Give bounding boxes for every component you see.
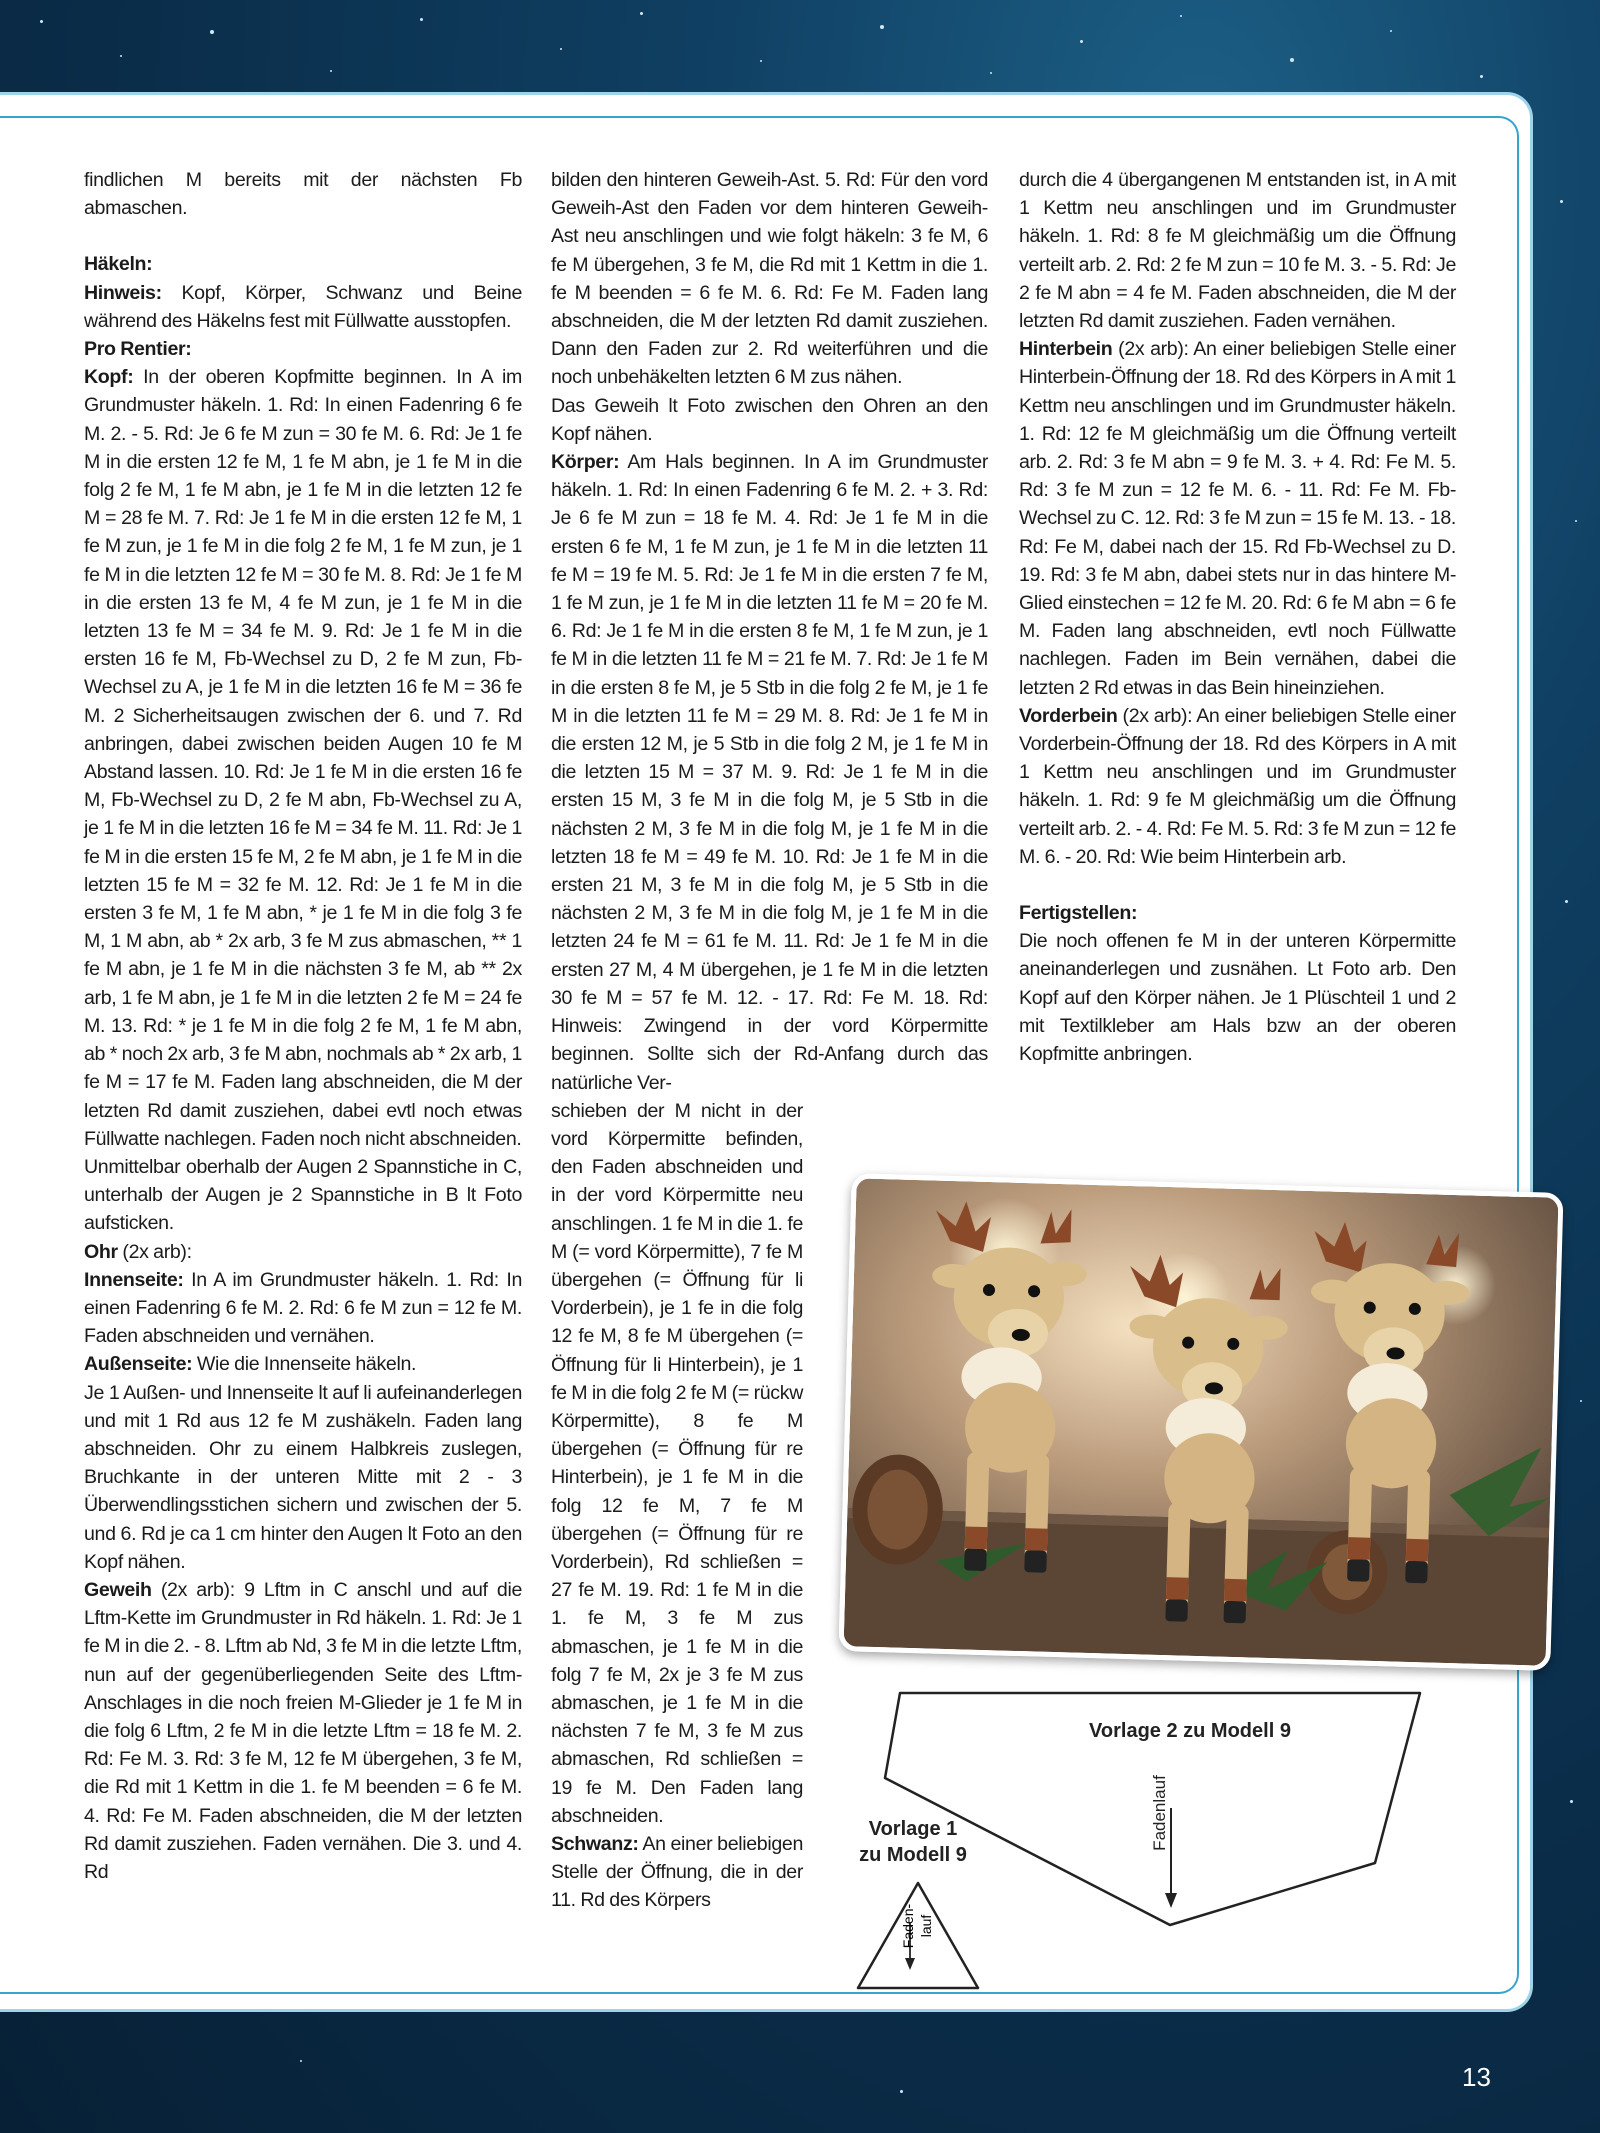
ohr-finish-text: Je 1 Außen- und Innenseite lt auf li aufeinanderlegen und mit 1 Rd aus 12 fe M zushäkeln. Faden lang abschneiden. Ohr zu einem Halbkreis zuslegen, Bruchkante in der unteren Mitte mit 2 - 3 Überwendlingsstichen sichern und zwischen der 5. und 6. Rd je ca 1 cm hinter den Augen lt Foto an den Kopf nähen. [84,1381,522,1573]
vorderbein-label: Vorderbein [1019,704,1118,727]
koerper-text: Am Hals beginnen. In A im Grundmuster häkeln. 1. Rd: In einen Fadenring 6 fe M. 2. + 3. Rd: Je 6 fe M zun = 18 fe M. 4. Rd: Je 1 fe M in die ersten 6 fe M, 1 fe M zun, je 1 fe M in die letzten 11 fe M = 19 fe M. 5. Rd: Je 1 fe M in die ersten 7 fe M, 1 fe M zun, je 1 fe M in die letzten 11 fe M = 20 fe M. 6. Rd: Je 1 fe M in die ersten 8 fe M, 1 fe M zun, je 1 fe M in die letzten 11 fe M = 21 fe M. 7. Rd: Je 1 fe M in die ersten 8 fe M, je 5 Stb in die folg 2 fe M, je 1 fe M in die letzten 11 fe M = 29 M. 8. Rd: Je 1 fe M in die ersten 12 M, je 5 Stb in die folg 2 M, je 1 fe M in die letzten 15 M = 37 M. 9. Rd: Je 1 fe M in die ersten 15 M, 3 fe M in die folg M, je 5 Stb in die nächsten 2 M, 3 fe M in die folg M, je 1 fe M in die letzten 18 fe M = 49 fe M. 10. Rd: Je 1 fe M in die ersten 21 M, 3 fe M in die folg M, je 5 Stb in die nächsten 2 M, 3 fe M in die folg M, je 1 fe M in die letzten 24 fe M = 61 fe M. 11. Rd: Je 1 fe M in die ersten 27 M, 4 M übergehen, je 1 fe M in die letzten 30 fe M = 57 fe M. 12. - 17. Rd: Fe M. 18. Rd: Hinweis: Zwingend in der vord Körpermitte beginnen. Sollte sich der Rd-Anfang durch das natürliche Ver- [551,451,988,1094]
template-1-grain-line1: Faden- [900,1903,916,1949]
template-2-title: Vorlage 2 zu Modell 9 [1089,1720,1291,1742]
kopf-label: Kopf: [84,366,134,389]
hinterbein-text: (2x arb): An einer beliebigen Stelle einer Hinterbein-Öffnung der 18. Rd des Körpers in A mit 1 Kettm neu anschlingen und im Grundmuster häkeln. 1. Rd: 12 fe M gleichmäßig um die Öffnung verteilt arb. 2. Rd: 3 fe M abn = 9 fe M. 3. + 4. Rd: Fe M. 5. Rd: 3 fe M zun = 12 fe M. 6. - 11. Rd: Fe M. Fb-Wechsel zu C. 12. Rd: 3 fe M zun = 15 fe M. 13. - 18. Rd: Fe M, dabei nach der 15. Rd Fb-Wechsel zu D. 19. Rd: 3 fe M abn, dabei stets nur in das hintere M-Glied einstechen = 12 fe M. 20. Rd: 6 fe M abn = 6 fe M. Faden lang abschneiden, evtl noch Füllwatte nachlegen. Faden im Bein vernähen, dabei die letzten 2 Rd etwas in das Bein hineinziehen. [1019,338,1456,699]
geweih-text: (2x arb): 9 Lftm in C anschl und auf die Lftm-Kette im Grundmuster in Rd häkeln. 1. Rd: Je 1 fe M in die 2. - 8. Lftm ab Nd, 3 fe M in die letzte Lftm, nun auf der gegenüberliegenden Seite des Lftm-Anschlages in die noch freien M-Glieder je 1 fe M in die folg 6 Lftm, 2 fe M in die letzte Lftm = 18 fe M. 2. Rd: Fe M. 3. Rd: 3 fe M, 12 fe M übergehen, 3 fe M, die Rd mit 1 Kettm in die 1. fe M beenden = 6 fe M. 4. Rd: Fe M. Faden abschneiden, die M der letzten Rd damit zusziehen. Faden vernähen. Die 3. und 4. Rd [84,1578,522,1883]
reindeer-photo [838,1173,1563,1671]
fertigstellen-text: Die noch offenen fe M in der unteren Körpermitte aneinanderlegen und zusnähen. Lt Foto arb. Den Kopf auf den Körper nähen. Je 1 Plüschteil 1 und 2 mit Textilkleber am Hals bzw an der oberen Kopfmitte anbringen. [1019,930,1456,1066]
innenseite-label: Innenseite: [84,1268,184,1291]
geweih-cont-text: bilden den hinteren Geweih-Ast. 5. Rd: Für den vord Geweih-Ast den Faden vor dem hinteren Geweih-Ast neu anschlingen und wie folgt häkeln: 3 fe M, 6 fe M übergehen, 3 fe M, die Rd mit 1 Kettm in die 1. fe M beenden = 6 fe M. 6. Rd: Fe M. Faden lang abschneiden, die M der letzten Rd damit zusziehen. Dann den Faden zur 2. Rd weiterführen und die noch unbehäkelten letzten 6 M zus nähen. [551,169,988,389]
geweih-label: Geweih [84,1578,152,1601]
hinterbein-label: Hinterbein [1019,338,1113,361]
template-1-title-line2: zu Modell 9 [859,1844,967,1866]
template-1-grain-line2: lauf [918,1914,934,1938]
intro-text: findlichen M bereits mit der nächsten Fb abmaschen. [84,169,522,220]
template-2-grainline: Fadenlauf [1150,1775,1169,1851]
template-1-title-line1: Vorlage 1 [868,1818,958,1840]
koerper-narrow-text: schieben der M nicht in der vord Körpermitte befinden, den Faden abschneiden und in der vord Körpermitte neu anschlingen. 1 fe M in die 1. fe M (= vord Körpermitte), 7 fe M übergehen (= Öffnung für li Vorderbein), je 1 fe in die folg 12 fe M, 8 fe M übergehen (= Öffnung für li Hinterbein), je 1 fe M in die folg 2 fe M (= rückw Körpermitte), 8 fe M übergehen (= Öffnung für re Hinterbein), je 1 fe M in die folg 12 fe M, 7 fe M übergehen (= Öffnung für re Vorderbein), Rd schließen = 27 fe M. 19. Rd: 1 fe M in die 1. fe M, 3 fe M zus abmaschen, je 1 fe M in die folg 7 fe M, 2x je 3 fe M zus abmaschen, je 1 fe M in die nächsten 7 fe M, 3 fe M zus abmaschen, Rd schließen = 19 fe M. Den Faden lang abschneiden. [551,1099,803,1827]
koerper-label: Körper: [551,451,620,474]
augen-text: Unmittelbar oberhalb der Augen 2 Spannstiche in C, unterhalb der Augen je 2 Spannstiche in B lt Foto aufsticken. [84,1155,522,1235]
page-number: 13 [1462,2062,1491,2092]
kopf-text: In der oberen Kopfmitte beginnen. In A im Grundmuster häkeln. 1. Rd: In einen Fadenring 6 fe M. 2. - 5. Rd: Je 6 fe M zun = 30 fe M. 6. Rd: Je 1 fe M in die ersten 12 fe M, 1 fe M abn, je 1 fe M in die folg 2 fe M, 1 fe M abn, je 1 fe M in die letzten 12 fe M = 28 fe M. 7. Rd: Je 1 fe M in die ersten 12 fe M, 1 fe M zun, je 1 fe M in die folg 2 fe M, 1 fe M zun, je 1 fe M in die letzten 12 fe M = 30 fe M. 8. Rd: Je 1 fe M in die ersten 13 fe M, 4 fe M zun, je 1 fe M in die letzten 13 fe M = 34 fe M. 9. Rd: Je 1 fe M in die ersten 16 fe M, Fb-Wechsel zu D, 2 fe M zun, Fb-Wechsel zu A, je 1 fe M in die letzten 16 fe M = 36 fe M. 2 Sicherheitsaugen zwischen der 6. und 7. Rd anbringen, dabei zwischen beiden Augen 10 fe M Abstand lassen. 10. Rd: Je 1 fe M in die ersten 16 fe M, Fb-Wechsel zu D, 2 fe M abn, Fb-Wechsel zu A, je 1 fe M in die letzten 16 fe M = 34 fe M. 11. Rd: Je 1 fe M in die ersten 15 fe M, 2 fe M abn, je 1 fe M in die letzten 15 fe M = 32 fe M. 12. Rd: Je 1 fe M in die ersten 3 fe M, 1 fe M abn, * je 1 fe M in die folg 3 fe M, 1 M abn, ab * 2x arb, 3 fe M zus abmaschen, ** 1 fe M abn, je 1 fe M in die nächsten 3 fe M, ab ** 2x arb, 1 fe M abn, je 1 fe M in die letzten 2 fe M = 24 fe M. 13. Rd: * je 1 fe M in die folg 2 fe M, 1 fe M abn, ab * noch 2x arb, 3 fe M abn, nochmals ab * 2x arb, 1 fe M = 17 fe M. Faden lang abschneiden, die M der letzten Rd damit zusziehen, dabei evtl noch etwas Füllwatte nachlegen. Faden noch nicht abschneiden. [84,366,522,1150]
heading-fertigstellen: Fertigstellen: [1019,902,1138,925]
heading-haekeln: Häkeln: [84,253,153,276]
column-3 [1019,166,1456,1068]
geweih-attach-text: Das Geweih lt Foto zwischen den Ohren an den Kopf nähen. [551,394,988,445]
ohr-label: Ohr [84,1240,118,1263]
schwanz-text: An einer beliebigen Stelle der Öffnung, die in der 11. Rd des Körpers [551,1832,803,1912]
vorderbein-text: (2x arb): An einer beliebigen Stelle einer Vorderbein-Öffnung der 18. Rd des Körpers in A mit 1 Kettm neu anschlingen und im Grundmuster häkeln. 1. Rd: 9 fe M gleichmäßig um die Öffnung verteilt arb. 2. - 4. Rd: Fe M. 5. Rd: 3 fe M zun = 12 fe M. 6. - 20. Rd: Wie beim Hinterbein arb. [1019,704,1456,868]
template-1 [838,1818,988,1978]
reindeer-illustration [844,1178,1559,1665]
heading-pro-rentier: Pro Rentier: [84,338,192,361]
innenseite-text: In A im Grundmuster häkeln. 1. Rd: In einen Fadenring 6 fe M. 2. Rd: 6 fe M zun = 12 fe M. Faden abschneiden und vernähen. [84,1268,522,1348]
schwanz-cont-text: durch die 4 übergangenen M entstanden ist, in A mit 1 Kettm neu anschlingen und im Grundmuster häkeln. 1. Rd: 8 fe M gleichmäßig um die Öffnung verteilt arb. 2. Rd: 2 fe M zun = 10 fe M. 3. - 5. Rd: Je 2 fe M abn = 4 fe M. Faden abschneiden, die M der letzten Rd damit zusziehen. Faden vernähen. [1019,169,1456,333]
column-1 [84,166,522,1886]
hinweis-label: Hinweis: [84,281,162,304]
aussenseite-label: Außenseite: [84,1353,193,1376]
schwanz-label: Schwanz: [551,1832,639,1855]
ohr-text: (2x arb): [117,1240,192,1263]
hinweis-text: Kopf, Körper, Schwanz und Beine während des Häkelns fest mit Füllwatte ausstopfen. [84,281,522,332]
aussenseite-text: Wie die Innenseite häkeln. [192,1353,417,1376]
